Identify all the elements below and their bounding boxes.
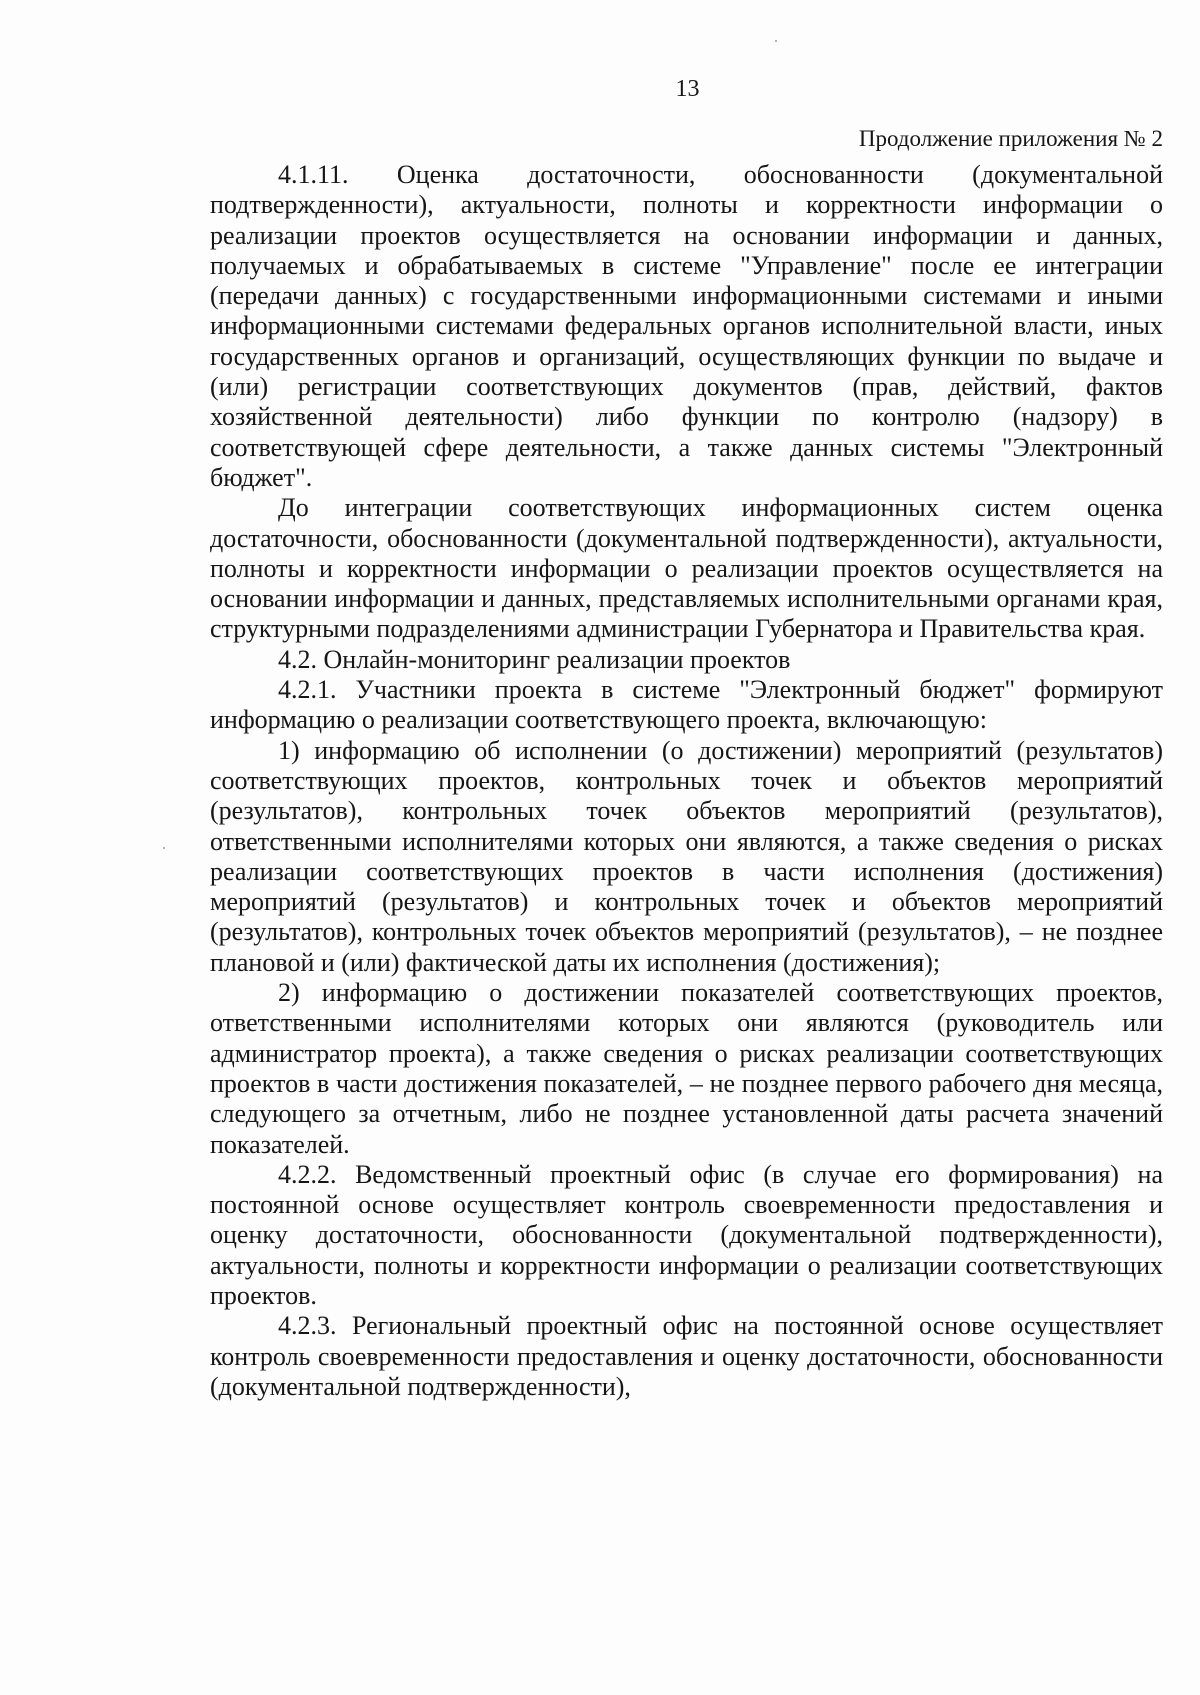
- paragraph-4-2-3: 4.2.3. Региональный проектный офис на постоянной основе осуществляет контроль своевременности предоставления и оценку достаточности, обоснованности (документальной подтвержденности),: [210, 1311, 1163, 1401]
- section-heading-4-2: 4.2. Онлайн-мониторинг реализации проектов: [278, 644, 791, 674]
- list-item-1: 1) информацию об исполнении (о достижении) мероприятий (результатов) соответствующих проектов, контрольных точек и объектов мероприятий (результатов), контрольных точек объектов мероприятий (результатов), ответственными исполнителями которых они являются, а также сведения о рисках реализации соответствующих проектов в части исполнения (достижения) мероприятий (результатов) и контрольных точек и объектов мероприятий (результатов), контрольных точек объектов мероприятий (результатов), – не позднее плановой и (или) фактической даты их исполнения (достижения);: [210, 735, 1163, 977]
- list-item-2: 2) информацию о достижении показателей соответствующих проектов, ответственными исполнителями которых они являются (руководитель или администратор проекта), а также сведения о рисках реализации соответствующих проектов в части достижения показателей, – не позднее первого рабочего дня месяца, следующего за отчетным, либо не позднее установленной даты расчета значений показателей.: [210, 978, 1163, 1159]
- document-body: [210, 160, 1163, 1402]
- page-number: 13: [675, 76, 700, 102]
- paragraph-4-1-11: 4.1.11. Оценка достаточности, обоснованности (документальной подтвержденности), актуальности, полноты и корректности информации о реализации проектов осуществляется на основании информации и данных, получаемых и обрабатываемых в системе "Управление" после ее интеграции (передачи данных) с государственными информационными системами и иными информационными системами федеральных органов исполнительной власти, иных государственных органов и организаций, осуществляющих функции по выдаче и (или) регистрации соответствующих документов (прав, действий, фактов хозяйственной деятельности) либо функции по контролю (надзору) в соответствующей сфере деятельности, а также данных системы "Электронный бюджет".: [210, 160, 1163, 492]
- scan-speck: [163, 847, 165, 849]
- paragraph-4-2-1: 4.2.1. Участники проекта в системе "Электронный бюджет" формируют информацию о реализации соответствующего проекта, включающую:: [210, 675, 1163, 735]
- paragraph-integration: До интеграции соответствующих информационных систем оценка достаточности, обоснованности (документальной подтвержденности), актуальности, полноты и корректности информации о реализации проектов осуществляется на основании информации и данных, представляемых исполнительными органами края, структурными подразделениями администрации Губернатора и Правительства края.: [210, 493, 1163, 644]
- scan-speck: [775, 40, 777, 42]
- appendix-continuation-note: Продолжение приложения № 2: [858, 126, 1163, 151]
- paragraph-4-2-2: 4.2.2. Ведомственный проектный офис (в случае его формирования) на постоянной основе осуществляет контроль своевременности предоставления и оценку достаточности, обоснованности (документальной подтвержденности), актуальности, полноты и корректности информации о реализации соответствующих проектов.: [210, 1159, 1163, 1310]
